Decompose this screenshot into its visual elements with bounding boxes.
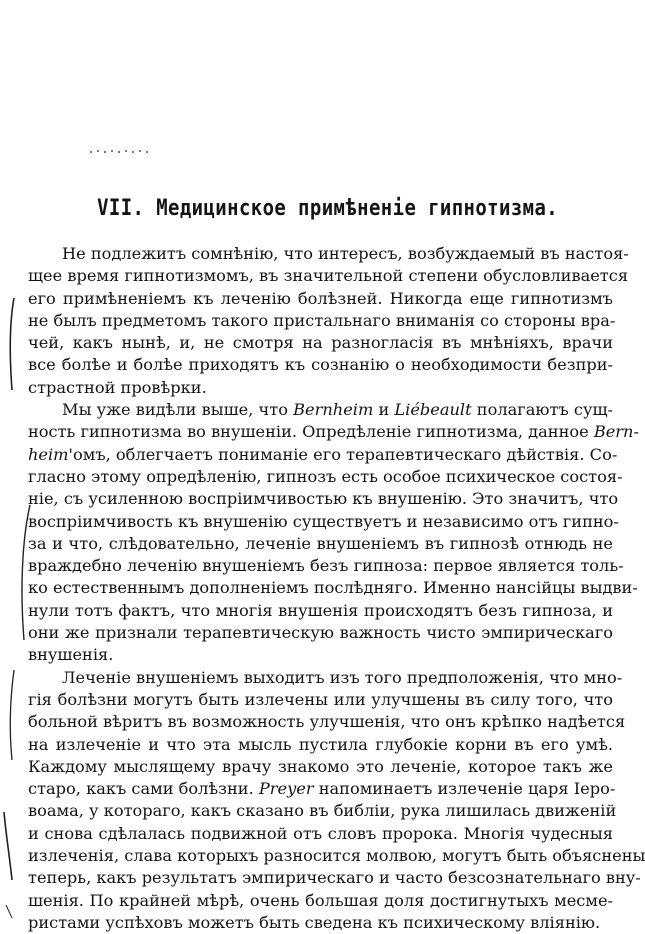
text-run: напоминаетъ излеченіе царя Іеро- (313, 779, 616, 799)
text-line: чей, какъ нынѣ, и, не смотря на разногласія въ мнѣніяхъ, врачи (28, 333, 613, 353)
text-line: больной вѣритъ въ возможность улучшенія, что онъ крѣпко надѣется (28, 712, 626, 732)
text-line (28, 421, 639, 443)
text-line: гласно этому опредѣленію, гипнозъ есть особое психическое состоя- (28, 466, 623, 486)
text-line: страстной провѣрки. (28, 377, 207, 397)
chapter-heading: VII. Медицинское примѣненіе гипнотизма. (97, 196, 559, 221)
author-name: Bernheim (293, 400, 374, 420)
text-line: его примѣненіемъ къ леченію болѣзней. Никогда еще гипнотизмъ (28, 288, 613, 308)
text-line (28, 778, 616, 800)
text-line: гія болѣзни могутъ быть излечены или улучшены въ силу того, что (28, 689, 613, 709)
author-name: Liébeault (394, 400, 472, 420)
text-line: нули тотъ фактъ, что многія внушенія происходятъ безъ гипноза, и (28, 600, 613, 620)
text-line (28, 399, 613, 421)
text-line: не былъ предметомъ такого пристальнаго вниманія со стороны вра- (28, 310, 616, 330)
text-run: ность гипнотизма во внушеніи. Опредѣленіе гипнотизма, данное (28, 422, 594, 442)
text-line: излеченія, слава которыхъ разносится молвою, могутъ быть объяснены (28, 846, 645, 866)
text-run: полагаютъ сущ- (471, 400, 613, 420)
text-run: и (373, 400, 395, 420)
text-line: Каждому мыслящему врачу знакомо это леченіе, которое такъ же (28, 756, 613, 776)
paragraph (28, 399, 639, 667)
author-name: heim (28, 444, 69, 464)
text-line: Не подлежитъ сомнѣнію, что интересъ, возбуждаемый въ настоя- (62, 244, 629, 263)
text-line: теперь, какъ результатъ эмпирическаго и часто безсознательнаго вну- (28, 868, 641, 888)
text-line: ко естественнымъ дополненіемъ послѣдняго. Именно нансійцы выдви- (28, 578, 638, 598)
text-run: Мы уже видѣли выше, что (62, 400, 294, 420)
text-line: враждебно леченію внушеніемъ безъ гипноза: первое является толь- (28, 556, 624, 576)
text-line: ристами успѣховъ можетъ быть сведена къ психическому вліянію. (28, 912, 601, 932)
text-line: воспріимчивость къ внушенію существуетъ и независимо отъ гипно- (28, 511, 619, 531)
margin-pencil-marks (0, 0, 40, 934)
text-line: ніе, съ усиленною воспріимчивостью къ внушенію. Это значитъ, что (28, 489, 619, 509)
text-line: все болѣе и болѣе приходятъ къ сознанію о необходимости безпри- (28, 355, 613, 375)
text-line: воама, у котораго, какъ сказано въ библіи, рука лишилась движеній (28, 801, 617, 821)
text-line: Леченіе внушеніемъ выходитъ изъ того предположенія, что мно- (62, 667, 623, 687)
chapter-body (28, 243, 645, 934)
author-name: Bern- (593, 422, 639, 442)
paragraph (28, 667, 645, 934)
author-name: Preyer (258, 779, 314, 799)
dotted-ornament (88, 140, 158, 160)
text-line: на излеченіе и что эта мысль пустила глубокіе корни въ его умѣ. (28, 734, 613, 754)
text-run: 'омъ, облегчаетъ пониманіе его терапевтическаго дѣйствія. Со- (68, 444, 618, 464)
text-line: щее время гипнотизмомъ, въ значительной степени обусловливается (28, 266, 629, 286)
text-line: они же признали терапевтическую важность чисто эмпирическаго (28, 623, 613, 643)
text-line: шенія. По крайней мѣрѣ, очень большая доля достигнутыхъ месме- (28, 890, 613, 910)
paragraph (28, 243, 629, 399)
text-line: внушенія. (28, 645, 114, 665)
text-line (28, 444, 618, 466)
text-run: старо, какъ сами болѣзни. (28, 779, 259, 799)
text-line: и снова сдѣлалась подвижной отъ словъ пророка. Многія чудесныя (28, 823, 613, 843)
text-line: за и что, слѣдовательно, леченіе внушеніемъ въ гипнозѣ отнюдь не (28, 533, 613, 553)
